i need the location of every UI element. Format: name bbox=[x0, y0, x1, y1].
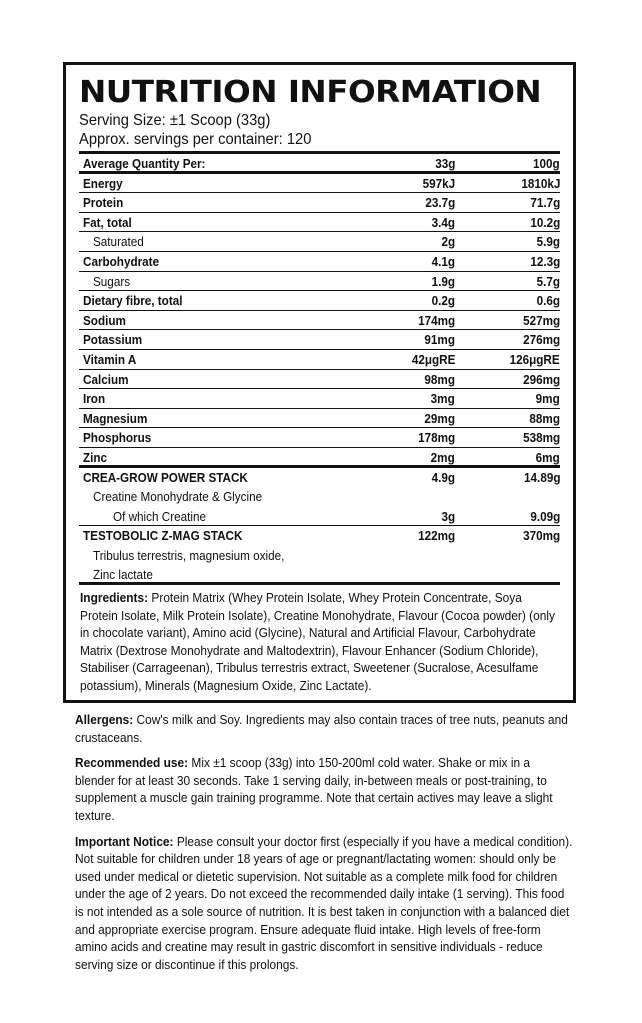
row-value-33g: 98mg bbox=[424, 371, 455, 387]
header-name: Average Quantity Per: bbox=[83, 156, 206, 171]
row-value-100g: 71.7g bbox=[530, 195, 560, 211]
allergens-label: Allergens: bbox=[75, 712, 134, 727]
serving-size: Serving Size: ±1 Scoop (33g) bbox=[79, 112, 271, 129]
row-value-33g: 2g bbox=[441, 234, 455, 250]
table-row bbox=[79, 350, 560, 370]
row-value-100g: 126μgRE bbox=[509, 351, 560, 367]
table-row bbox=[79, 213, 560, 233]
table-row bbox=[79, 428, 560, 448]
row-value-100g: 10.2g bbox=[530, 214, 560, 230]
row-value-33g: 178mg bbox=[417, 430, 455, 446]
row-value-100g: 9.09g bbox=[530, 508, 560, 524]
row-name: Zinc bbox=[83, 449, 108, 465]
table-row bbox=[79, 311, 560, 331]
panel-title: NUTRITION INFORMATION bbox=[79, 75, 542, 110]
row-value-100g: 12.3g bbox=[530, 253, 560, 269]
row-value-100g: 9mg bbox=[535, 391, 560, 407]
table-row bbox=[79, 565, 560, 585]
row-value-100g: 88mg bbox=[529, 410, 560, 426]
recommended-use-text: Mix ±1 scoop (33g) into 150-200ml cold water. Shake or mix in a blender for at least 30 seconds. Take 1 serving daily, in-between meals or post-training, to supplement a muscle gain training programme. Note that certain actives may leave a slight texture. bbox=[75, 755, 553, 823]
row-value-33g: 91mg bbox=[424, 332, 455, 348]
row-value-100g: 276mg bbox=[522, 332, 560, 348]
row-value-100g: 370mg bbox=[522, 528, 560, 544]
row-name: Energy bbox=[83, 175, 123, 191]
important-notice-text: Please consult your doctor first (especially if you have a medical condition). Not suitable for children under 18 years of age or pregnant/lactating women: should only be used under medical or dietetic supervision. Not suitable as a complete milk food for children under the age of 2 years. Do not exceed the recommended daily intake (1 serving). This food is not intended as a sole source of nutrition. It is best taken in conjunction with a balanced diet and appropriate exercise program. Ensure adequate fluid intake. High levels of free-form amino acids and creatine may result in gastric discomfort in sensitive individuals - reduce serving size or discontinue if this prolongs. bbox=[75, 833, 573, 972]
row-name: Saturated bbox=[93, 234, 144, 250]
table-row bbox=[79, 448, 560, 468]
table-row bbox=[79, 526, 560, 546]
row-value-33g: 0.2g bbox=[431, 293, 455, 309]
table-row bbox=[79, 193, 560, 213]
table-row bbox=[79, 507, 560, 527]
table-row bbox=[79, 174, 560, 194]
table-header bbox=[79, 154, 560, 174]
row-value-100g: 538mg bbox=[522, 430, 560, 446]
table-row bbox=[79, 389, 560, 409]
row-value-33g: 1.9g bbox=[431, 273, 455, 289]
row-name: Of which Creatine bbox=[113, 508, 206, 524]
row-name: Carbohydrate bbox=[83, 253, 160, 269]
row-name: Creatine Monohydrate & Glycine bbox=[93, 489, 263, 505]
row-name: Zinc lactate bbox=[93, 567, 153, 583]
header-col-b: 100g bbox=[533, 156, 560, 171]
table-row bbox=[79, 272, 560, 292]
row-value-100g: 527mg bbox=[522, 312, 560, 328]
row-value-100g: 5.7g bbox=[536, 273, 560, 289]
row-value-100g: 6mg bbox=[535, 449, 560, 465]
row-name: Potassium bbox=[83, 332, 143, 348]
row-name: Magnesium bbox=[83, 410, 148, 426]
row-value-33g: 4.1g bbox=[431, 253, 455, 269]
row-name: Iron bbox=[83, 391, 106, 407]
row-value-33g: 174mg bbox=[417, 312, 455, 328]
table-row bbox=[79, 330, 560, 350]
row-name: Calcium bbox=[83, 371, 129, 387]
header-col-a: 33g bbox=[434, 156, 455, 171]
row-name: Phosphorus bbox=[83, 430, 152, 446]
row-value-100g: 14.89g bbox=[523, 469, 560, 485]
row-name: Sugars bbox=[93, 273, 131, 289]
row-value-100g: 296mg bbox=[522, 371, 560, 387]
allergens-text: Cow's milk and Soy. Ingredients may also contain traces of tree nuts, peanuts and crustaceans. bbox=[75, 712, 568, 745]
row-name: Tribulus terrestris, magnesium oxide, bbox=[93, 547, 285, 563]
row-name: Fat, total bbox=[83, 214, 132, 230]
row-value-33g: 42μgRE bbox=[411, 351, 455, 367]
recommended-use-paragraph bbox=[75, 754, 573, 824]
row-name: Dietary fibre, total bbox=[83, 293, 183, 309]
table-row bbox=[79, 370, 560, 390]
table-row bbox=[79, 291, 560, 311]
row-value-100g: 1810kJ bbox=[520, 175, 560, 191]
row-value-33g: 23.7g bbox=[425, 195, 455, 211]
ingredients-text: Protein Matrix (Whey Protein Isolate, Whey Protein Concentrate, Soya Protein Isolate, Milk Protein Isolate), Creatine Monohydrate, Flavour (Cocoa powder) (only in chocolate variant), Amino acid (Glycine), Natural and Artificial Flavour, Carbohydrate Matrix (Dextrose Monohydrate and Maltodextrin), Flavour Enhancer (Sodium Chloride), Stabiliser (Carrageenan), Tribulus terrestris extract, Sweetener (Sucralose, Acesulfame potassium), Minerals (Magnesium Oxide, Zinc Lactate). bbox=[80, 590, 555, 694]
table-row bbox=[79, 468, 560, 488]
ingredients-label: Ingredients: bbox=[80, 590, 149, 606]
table-row bbox=[79, 487, 560, 507]
notes-section bbox=[75, 711, 575, 981]
row-value-33g: 3mg bbox=[430, 391, 455, 407]
row-value-33g: 3.4g bbox=[431, 214, 455, 230]
table-row bbox=[79, 232, 560, 252]
row-value-100g: 5.9g bbox=[536, 234, 560, 250]
row-value-33g: 122mg bbox=[417, 528, 455, 544]
row-name: Sodium bbox=[83, 312, 126, 328]
important-notice-label: Important Notice: bbox=[75, 833, 174, 849]
servings-per-container: Approx. servings per container: 120 bbox=[79, 131, 312, 148]
table-row bbox=[79, 252, 560, 272]
nutrition-table bbox=[79, 151, 560, 585]
row-value-33g: 2mg bbox=[430, 449, 455, 465]
row-name: CREA-GROW POWER STACK bbox=[83, 469, 248, 485]
ingredients-section bbox=[79, 589, 560, 695]
row-value-33g: 3g bbox=[441, 508, 455, 524]
row-value-33g: 4.9g bbox=[431, 469, 455, 485]
allergens-paragraph bbox=[75, 711, 573, 746]
table-row bbox=[79, 409, 560, 429]
row-value-33g: 597kJ bbox=[422, 175, 455, 191]
important-notice-paragraph bbox=[75, 833, 573, 974]
nutrition-panel bbox=[63, 62, 576, 703]
row-name: Protein bbox=[83, 195, 124, 211]
row-name: TESTOBOLIC Z-MAG STACK bbox=[83, 528, 243, 544]
row-value-33g: 29mg bbox=[424, 410, 455, 426]
row-value-100g: 0.6g bbox=[536, 293, 560, 309]
table-row bbox=[79, 546, 560, 566]
row-name: Vitamin A bbox=[83, 351, 137, 367]
recommended-use-label: Recommended use: bbox=[75, 755, 189, 771]
